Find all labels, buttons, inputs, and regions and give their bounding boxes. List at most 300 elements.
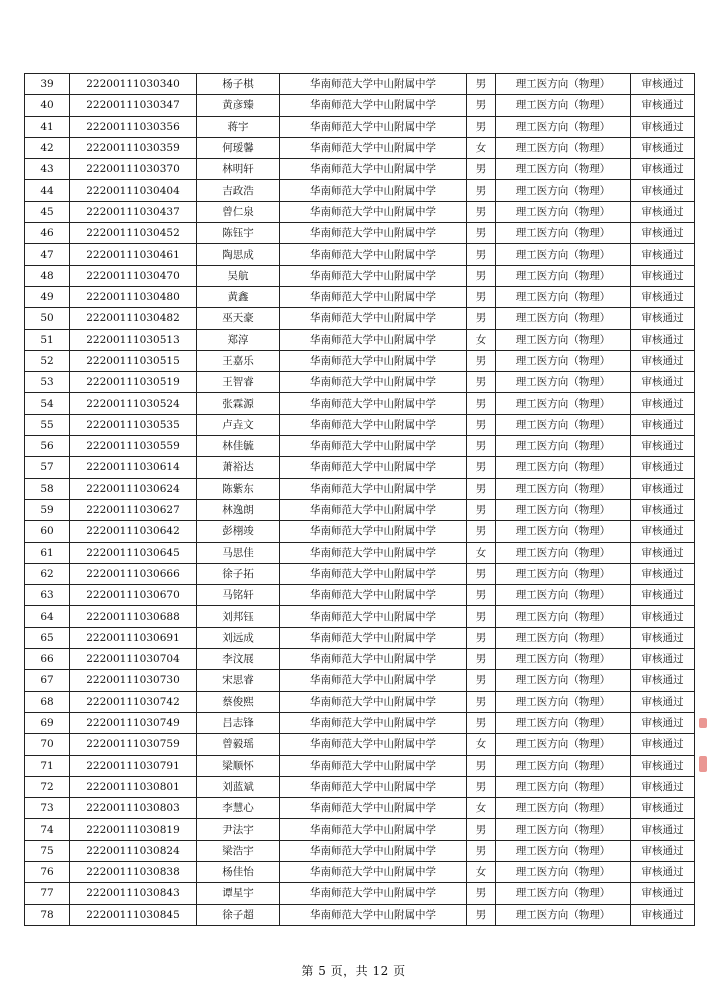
cell-school: 华南师范大学中山附属中学	[280, 436, 467, 457]
cell-row-number: 44	[25, 180, 70, 201]
table-row	[25, 350, 695, 371]
cell-gender: 男	[467, 649, 496, 670]
cell-registration-id: 22200111030688	[70, 606, 197, 627]
cell-gender: 男	[467, 840, 496, 861]
cell-student-name: 谭星宇	[197, 883, 280, 904]
cell-gender: 男	[467, 712, 496, 733]
cell-student-name: 蒋宇	[197, 116, 280, 137]
cell-track: 理工医方向（物理）	[496, 691, 631, 712]
cell-track: 理工医方向（物理）	[496, 414, 631, 435]
cell-row-number: 70	[25, 734, 70, 755]
cell-row-number: 50	[25, 308, 70, 329]
cell-registration-id: 22200111030340	[70, 74, 197, 95]
cell-school: 华南师范大学中山附属中学	[280, 819, 467, 840]
cell-gender: 女	[467, 798, 496, 819]
cell-gender: 男	[467, 372, 496, 393]
cell-gender: 男	[467, 414, 496, 435]
cell-student-name: 林明轩	[197, 159, 280, 180]
table-row	[25, 840, 695, 861]
cell-track: 理工医方向（物理）	[496, 563, 631, 584]
cell-row-number: 75	[25, 840, 70, 861]
table-row	[25, 457, 695, 478]
cell-registration-id: 22200111030513	[70, 329, 197, 350]
cell-review-status: 审核通过	[631, 755, 695, 776]
table-row	[25, 691, 695, 712]
cell-student-name: 杨子棋	[197, 74, 280, 95]
cell-track: 理工医方向（物理）	[496, 670, 631, 691]
table-row	[25, 223, 695, 244]
cell-gender: 男	[467, 670, 496, 691]
cell-review-status: 审核通过	[631, 308, 695, 329]
cell-gender: 男	[467, 819, 496, 840]
cell-registration-id: 22200111030742	[70, 691, 197, 712]
cell-review-status: 审核通过	[631, 691, 695, 712]
cell-student-name: 刘蓝斌	[197, 776, 280, 797]
seal-stamp-edge	[699, 756, 707, 772]
table-row	[25, 734, 695, 755]
cell-review-status: 审核通过	[631, 734, 695, 755]
cell-review-status: 审核通过	[631, 350, 695, 371]
cell-review-status: 审核通过	[631, 457, 695, 478]
cell-review-status: 审核通过	[631, 840, 695, 861]
cell-school: 华南师范大学中山附属中学	[280, 691, 467, 712]
cell-row-number: 66	[25, 649, 70, 670]
cell-school: 华南师范大学中山附属中学	[280, 585, 467, 606]
cell-row-number: 54	[25, 393, 70, 414]
cell-row-number: 64	[25, 606, 70, 627]
cell-registration-id: 22200111030559	[70, 436, 197, 457]
cell-row-number: 74	[25, 819, 70, 840]
cell-gender: 男	[467, 776, 496, 797]
table-row	[25, 137, 695, 158]
cell-review-status: 审核通过	[631, 116, 695, 137]
cell-registration-id: 22200111030437	[70, 201, 197, 222]
table-row	[25, 649, 695, 670]
cell-student-name: 陶思成	[197, 244, 280, 265]
cell-row-number: 67	[25, 670, 70, 691]
cell-student-name: 林逸朗	[197, 499, 280, 520]
cell-row-number: 60	[25, 521, 70, 542]
table-row	[25, 74, 695, 95]
cell-school: 华南师范大学中山附属中学	[280, 798, 467, 819]
page-footer	[0, 962, 707, 979]
cell-registration-id: 22200111030759	[70, 734, 197, 755]
footer-page-number: 5	[318, 964, 327, 978]
cell-school: 华南师范大学中山附属中学	[280, 840, 467, 861]
cell-track: 理工医方向（物理）	[496, 734, 631, 755]
cell-gender: 男	[467, 755, 496, 776]
cell-registration-id: 22200111030666	[70, 563, 197, 584]
cell-gender: 男	[467, 265, 496, 286]
cell-registration-id: 22200111030691	[70, 627, 197, 648]
footer-middle: 页，共	[330, 964, 369, 978]
cell-school: 华南师范大学中山附属中学	[280, 159, 467, 180]
cell-gender: 男	[467, 883, 496, 904]
cell-track: 理工医方向（物理）	[496, 819, 631, 840]
cell-row-number: 51	[25, 329, 70, 350]
cell-gender: 男	[467, 180, 496, 201]
cell-review-status: 审核通过	[631, 798, 695, 819]
cell-student-name: 杨佳怡	[197, 861, 280, 882]
cell-track: 理工医方向（物理）	[496, 712, 631, 733]
cell-student-name: 李汶展	[197, 649, 280, 670]
cell-row-number: 65	[25, 627, 70, 648]
cell-track: 理工医方向（物理）	[496, 883, 631, 904]
cell-student-name: 曾仁泉	[197, 201, 280, 222]
cell-review-status: 审核通过	[631, 329, 695, 350]
cell-school: 华南师范大学中山附属中学	[280, 457, 467, 478]
cell-gender: 男	[467, 606, 496, 627]
table-row	[25, 542, 695, 563]
cell-school: 华南师范大学中山附属中学	[280, 755, 467, 776]
cell-review-status: 审核通过	[631, 712, 695, 733]
cell-review-status: 审核通过	[631, 223, 695, 244]
cell-student-name: 陈紫东	[197, 478, 280, 499]
cell-gender: 男	[467, 436, 496, 457]
cell-track: 理工医方向（物理）	[496, 74, 631, 95]
table-row	[25, 201, 695, 222]
table-row	[25, 861, 695, 882]
cell-registration-id: 22200111030480	[70, 286, 197, 307]
cell-review-status: 审核通过	[631, 585, 695, 606]
cell-row-number: 57	[25, 457, 70, 478]
cell-gender: 男	[467, 201, 496, 222]
cell-student-name: 卢垚文	[197, 414, 280, 435]
cell-student-name: 张霖源	[197, 393, 280, 414]
cell-review-status: 审核通过	[631, 74, 695, 95]
cell-student-name: 何瑷馨	[197, 137, 280, 158]
cell-row-number: 78	[25, 904, 70, 925]
cell-school: 华南师范大学中山附属中学	[280, 606, 467, 627]
cell-student-name: 吕志锋	[197, 712, 280, 733]
cell-track: 理工医方向（物理）	[496, 265, 631, 286]
cell-registration-id: 22200111030730	[70, 670, 197, 691]
cell-school: 华南师范大学中山附属中学	[280, 244, 467, 265]
cell-row-number: 56	[25, 436, 70, 457]
cell-gender: 女	[467, 542, 496, 563]
cell-gender: 男	[467, 308, 496, 329]
cell-track: 理工医方向（物理）	[496, 372, 631, 393]
cell-student-name: 黄彦臻	[197, 95, 280, 116]
cell-school: 华南师范大学中山附属中学	[280, 372, 467, 393]
cell-registration-id: 22200111030359	[70, 137, 197, 158]
cell-review-status: 审核通过	[631, 499, 695, 520]
table-row	[25, 521, 695, 542]
cell-row-number: 73	[25, 798, 70, 819]
cell-registration-id: 22200111030452	[70, 223, 197, 244]
cell-track: 理工医方向（物理）	[496, 223, 631, 244]
cell-review-status: 审核通过	[631, 649, 695, 670]
table-row	[25, 883, 695, 904]
cell-track: 理工医方向（物理）	[496, 606, 631, 627]
cell-gender: 男	[467, 691, 496, 712]
cell-school: 华南师范大学中山附属中学	[280, 734, 467, 755]
cell-student-name: 萧裕达	[197, 457, 280, 478]
cell-student-name: 刘邦钰	[197, 606, 280, 627]
cell-student-name: 梁浩宇	[197, 840, 280, 861]
cell-review-status: 审核通过	[631, 478, 695, 499]
cell-row-number: 45	[25, 201, 70, 222]
table-row	[25, 329, 695, 350]
cell-student-name: 刘远成	[197, 627, 280, 648]
cell-school: 华南师范大学中山附属中学	[280, 329, 467, 350]
cell-registration-id: 22200111030515	[70, 350, 197, 371]
cell-track: 理工医方向（物理）	[496, 840, 631, 861]
cell-track: 理工医方向（物理）	[496, 201, 631, 222]
table-row	[25, 372, 695, 393]
cell-review-status: 审核通过	[631, 393, 695, 414]
cell-track: 理工医方向（物理）	[496, 649, 631, 670]
cell-review-status: 审核通过	[631, 563, 695, 584]
cell-registration-id: 22200111030801	[70, 776, 197, 797]
cell-school: 华南师范大学中山附属中学	[280, 137, 467, 158]
cell-gender: 男	[467, 350, 496, 371]
cell-school: 华南师范大学中山附属中学	[280, 74, 467, 95]
cell-school: 华南师范大学中山附属中学	[280, 542, 467, 563]
cell-school: 华南师范大学中山附属中学	[280, 478, 467, 499]
cell-review-status: 审核通过	[631, 414, 695, 435]
cell-track: 理工医方向（物理）	[496, 137, 631, 158]
cell-gender: 男	[467, 74, 496, 95]
cell-gender: 男	[467, 457, 496, 478]
cell-review-status: 审核通过	[631, 606, 695, 627]
cell-school: 华南师范大学中山附属中学	[280, 265, 467, 286]
cell-review-status: 审核通过	[631, 819, 695, 840]
cell-review-status: 审核通过	[631, 286, 695, 307]
cell-school: 华南师范大学中山附属中学	[280, 670, 467, 691]
cell-row-number: 76	[25, 861, 70, 882]
table-row	[25, 308, 695, 329]
cell-registration-id: 22200111030843	[70, 883, 197, 904]
cell-school: 华南师范大学中山附属中学	[280, 563, 467, 584]
cell-row-number: 68	[25, 691, 70, 712]
cell-track: 理工医方向（物理）	[496, 542, 631, 563]
cell-row-number: 71	[25, 755, 70, 776]
cell-registration-id: 22200111030670	[70, 585, 197, 606]
cell-student-name: 蔡俊熙	[197, 691, 280, 712]
table-row	[25, 478, 695, 499]
cell-school: 华南师范大学中山附属中学	[280, 223, 467, 244]
cell-school: 华南师范大学中山附属中学	[280, 904, 467, 925]
cell-track: 理工医方向（物理）	[496, 585, 631, 606]
cell-track: 理工医方向（物理）	[496, 776, 631, 797]
cell-student-name: 李慧心	[197, 798, 280, 819]
roster-table-body	[25, 74, 695, 926]
cell-review-status: 审核通过	[631, 265, 695, 286]
cell-gender: 男	[467, 563, 496, 584]
cell-gender: 男	[467, 393, 496, 414]
cell-student-name: 王智睿	[197, 372, 280, 393]
table-row	[25, 159, 695, 180]
cell-row-number: 62	[25, 563, 70, 584]
cell-review-status: 审核通过	[631, 627, 695, 648]
table-row	[25, 798, 695, 819]
cell-gender: 女	[467, 137, 496, 158]
cell-student-name: 吴航	[197, 265, 280, 286]
table-row	[25, 776, 695, 797]
cell-student-name: 马思佳	[197, 542, 280, 563]
cell-student-name: 徐子超	[197, 904, 280, 925]
table-row	[25, 116, 695, 137]
cell-registration-id: 22200111030645	[70, 542, 197, 563]
cell-gender: 男	[467, 116, 496, 137]
cell-registration-id: 22200111030524	[70, 393, 197, 414]
table-row	[25, 265, 695, 286]
cell-gender: 男	[467, 627, 496, 648]
cell-school: 华南师范大学中山附属中学	[280, 95, 467, 116]
cell-track: 理工医方向（物理）	[496, 116, 631, 137]
cell-school: 华南师范大学中山附属中学	[280, 286, 467, 307]
footer-prefix: 第	[301, 964, 314, 978]
cell-gender: 女	[467, 734, 496, 755]
cell-student-name: 巫天豪	[197, 308, 280, 329]
cell-registration-id: 22200111030838	[70, 861, 197, 882]
cell-student-name: 陈钰宇	[197, 223, 280, 244]
table-row	[25, 670, 695, 691]
cell-track: 理工医方向（物理）	[496, 861, 631, 882]
cell-gender: 女	[467, 861, 496, 882]
cell-row-number: 59	[25, 499, 70, 520]
cell-track: 理工医方向（物理）	[496, 329, 631, 350]
cell-row-number: 52	[25, 350, 70, 371]
cell-registration-id: 22200111030824	[70, 840, 197, 861]
cell-track: 理工医方向（物理）	[496, 478, 631, 499]
cell-gender: 男	[467, 585, 496, 606]
cell-review-status: 审核通过	[631, 861, 695, 882]
table-row	[25, 180, 695, 201]
cell-row-number: 77	[25, 883, 70, 904]
cell-review-status: 审核通过	[631, 201, 695, 222]
cell-track: 理工医方向（物理）	[496, 159, 631, 180]
cell-school: 华南师范大学中山附属中学	[280, 627, 467, 648]
cell-track: 理工医方向（物理）	[496, 499, 631, 520]
cell-school: 华南师范大学中山附属中学	[280, 521, 467, 542]
cell-gender: 女	[467, 329, 496, 350]
cell-registration-id: 22200111030791	[70, 755, 197, 776]
cell-registration-id: 22200111030642	[70, 521, 197, 542]
cell-student-name: 林佳毓	[197, 436, 280, 457]
cell-track: 理工医方向（物理）	[496, 286, 631, 307]
cell-school: 华南师范大学中山附属中学	[280, 861, 467, 882]
cell-track: 理工医方向（物理）	[496, 95, 631, 116]
cell-review-status: 审核通过	[631, 159, 695, 180]
cell-school: 华南师范大学中山附属中学	[280, 712, 467, 733]
cell-gender: 男	[467, 286, 496, 307]
cell-student-name: 郑淳	[197, 329, 280, 350]
table-row	[25, 499, 695, 520]
cell-gender: 男	[467, 244, 496, 265]
cell-gender: 男	[467, 521, 496, 542]
cell-gender: 男	[467, 499, 496, 520]
cell-track: 理工医方向（物理）	[496, 180, 631, 201]
cell-registration-id: 22200111030803	[70, 798, 197, 819]
cell-gender: 男	[467, 904, 496, 925]
cell-registration-id: 22200111030347	[70, 95, 197, 116]
table-row	[25, 585, 695, 606]
table-row	[25, 393, 695, 414]
cell-track: 理工医方向（物理）	[496, 521, 631, 542]
cell-row-number: 61	[25, 542, 70, 563]
cell-review-status: 审核通过	[631, 180, 695, 201]
cell-registration-id: 22200111030470	[70, 265, 197, 286]
cell-row-number: 39	[25, 74, 70, 95]
cell-track: 理工医方向（物理）	[496, 627, 631, 648]
cell-school: 华南师范大学中山附属中学	[280, 649, 467, 670]
cell-row-number: 63	[25, 585, 70, 606]
cell-track: 理工医方向（物理）	[496, 798, 631, 819]
table-row	[25, 436, 695, 457]
cell-registration-id: 22200111030356	[70, 116, 197, 137]
cell-registration-id: 22200111030370	[70, 159, 197, 180]
cell-school: 华南师范大学中山附属中学	[280, 308, 467, 329]
cell-track: 理工医方向（物理）	[496, 755, 631, 776]
cell-school: 华南师范大学中山附属中学	[280, 414, 467, 435]
table-row	[25, 286, 695, 307]
cell-school: 华南师范大学中山附属中学	[280, 499, 467, 520]
cell-review-status: 审核通过	[631, 670, 695, 691]
cell-track: 理工医方向（物理）	[496, 436, 631, 457]
cell-row-number: 47	[25, 244, 70, 265]
cell-gender: 男	[467, 478, 496, 499]
cell-row-number: 46	[25, 223, 70, 244]
cell-row-number: 41	[25, 116, 70, 137]
table-row	[25, 606, 695, 627]
cell-school: 华南师范大学中山附属中学	[280, 776, 467, 797]
cell-track: 理工医方向（物理）	[496, 350, 631, 371]
cell-student-name: 曾毅瑶	[197, 734, 280, 755]
cell-row-number: 49	[25, 286, 70, 307]
cell-school: 华南师范大学中山附属中学	[280, 180, 467, 201]
cell-track: 理工医方向（物理）	[496, 904, 631, 925]
table-row	[25, 755, 695, 776]
cell-registration-id: 22200111030704	[70, 649, 197, 670]
cell-review-status: 审核通过	[631, 521, 695, 542]
cell-student-name: 吉政浩	[197, 180, 280, 201]
cell-registration-id: 22200111030461	[70, 244, 197, 265]
cell-student-name: 宋思睿	[197, 670, 280, 691]
footer-suffix: 页	[393, 964, 406, 978]
table-row	[25, 244, 695, 265]
cell-gender: 男	[467, 159, 496, 180]
cell-student-name: 彭栩竣	[197, 521, 280, 542]
cell-row-number: 55	[25, 414, 70, 435]
cell-review-status: 审核通过	[631, 904, 695, 925]
cell-school: 华南师范大学中山附属中学	[280, 116, 467, 137]
cell-registration-id: 22200111030845	[70, 904, 197, 925]
cell-registration-id: 22200111030627	[70, 499, 197, 520]
cell-school: 华南师范大学中山附属中学	[280, 883, 467, 904]
cell-track: 理工医方向（物理）	[496, 244, 631, 265]
cell-registration-id: 22200111030614	[70, 457, 197, 478]
cell-registration-id: 22200111030535	[70, 414, 197, 435]
cell-registration-id: 22200111030404	[70, 180, 197, 201]
cell-row-number: 42	[25, 137, 70, 158]
cell-review-status: 审核通过	[631, 95, 695, 116]
cell-registration-id: 22200111030624	[70, 478, 197, 499]
cell-school: 华南师范大学中山附属中学	[280, 393, 467, 414]
table-row	[25, 627, 695, 648]
cell-gender: 男	[467, 95, 496, 116]
footer-total-pages: 12	[372, 964, 389, 978]
cell-registration-id: 22200111030519	[70, 372, 197, 393]
cell-row-number: 48	[25, 265, 70, 286]
cell-review-status: 审核通过	[631, 436, 695, 457]
roster-table	[24, 73, 695, 926]
table-row	[25, 712, 695, 733]
table-row	[25, 904, 695, 925]
seal-stamp-edge	[699, 718, 707, 728]
cell-review-status: 审核通过	[631, 883, 695, 904]
